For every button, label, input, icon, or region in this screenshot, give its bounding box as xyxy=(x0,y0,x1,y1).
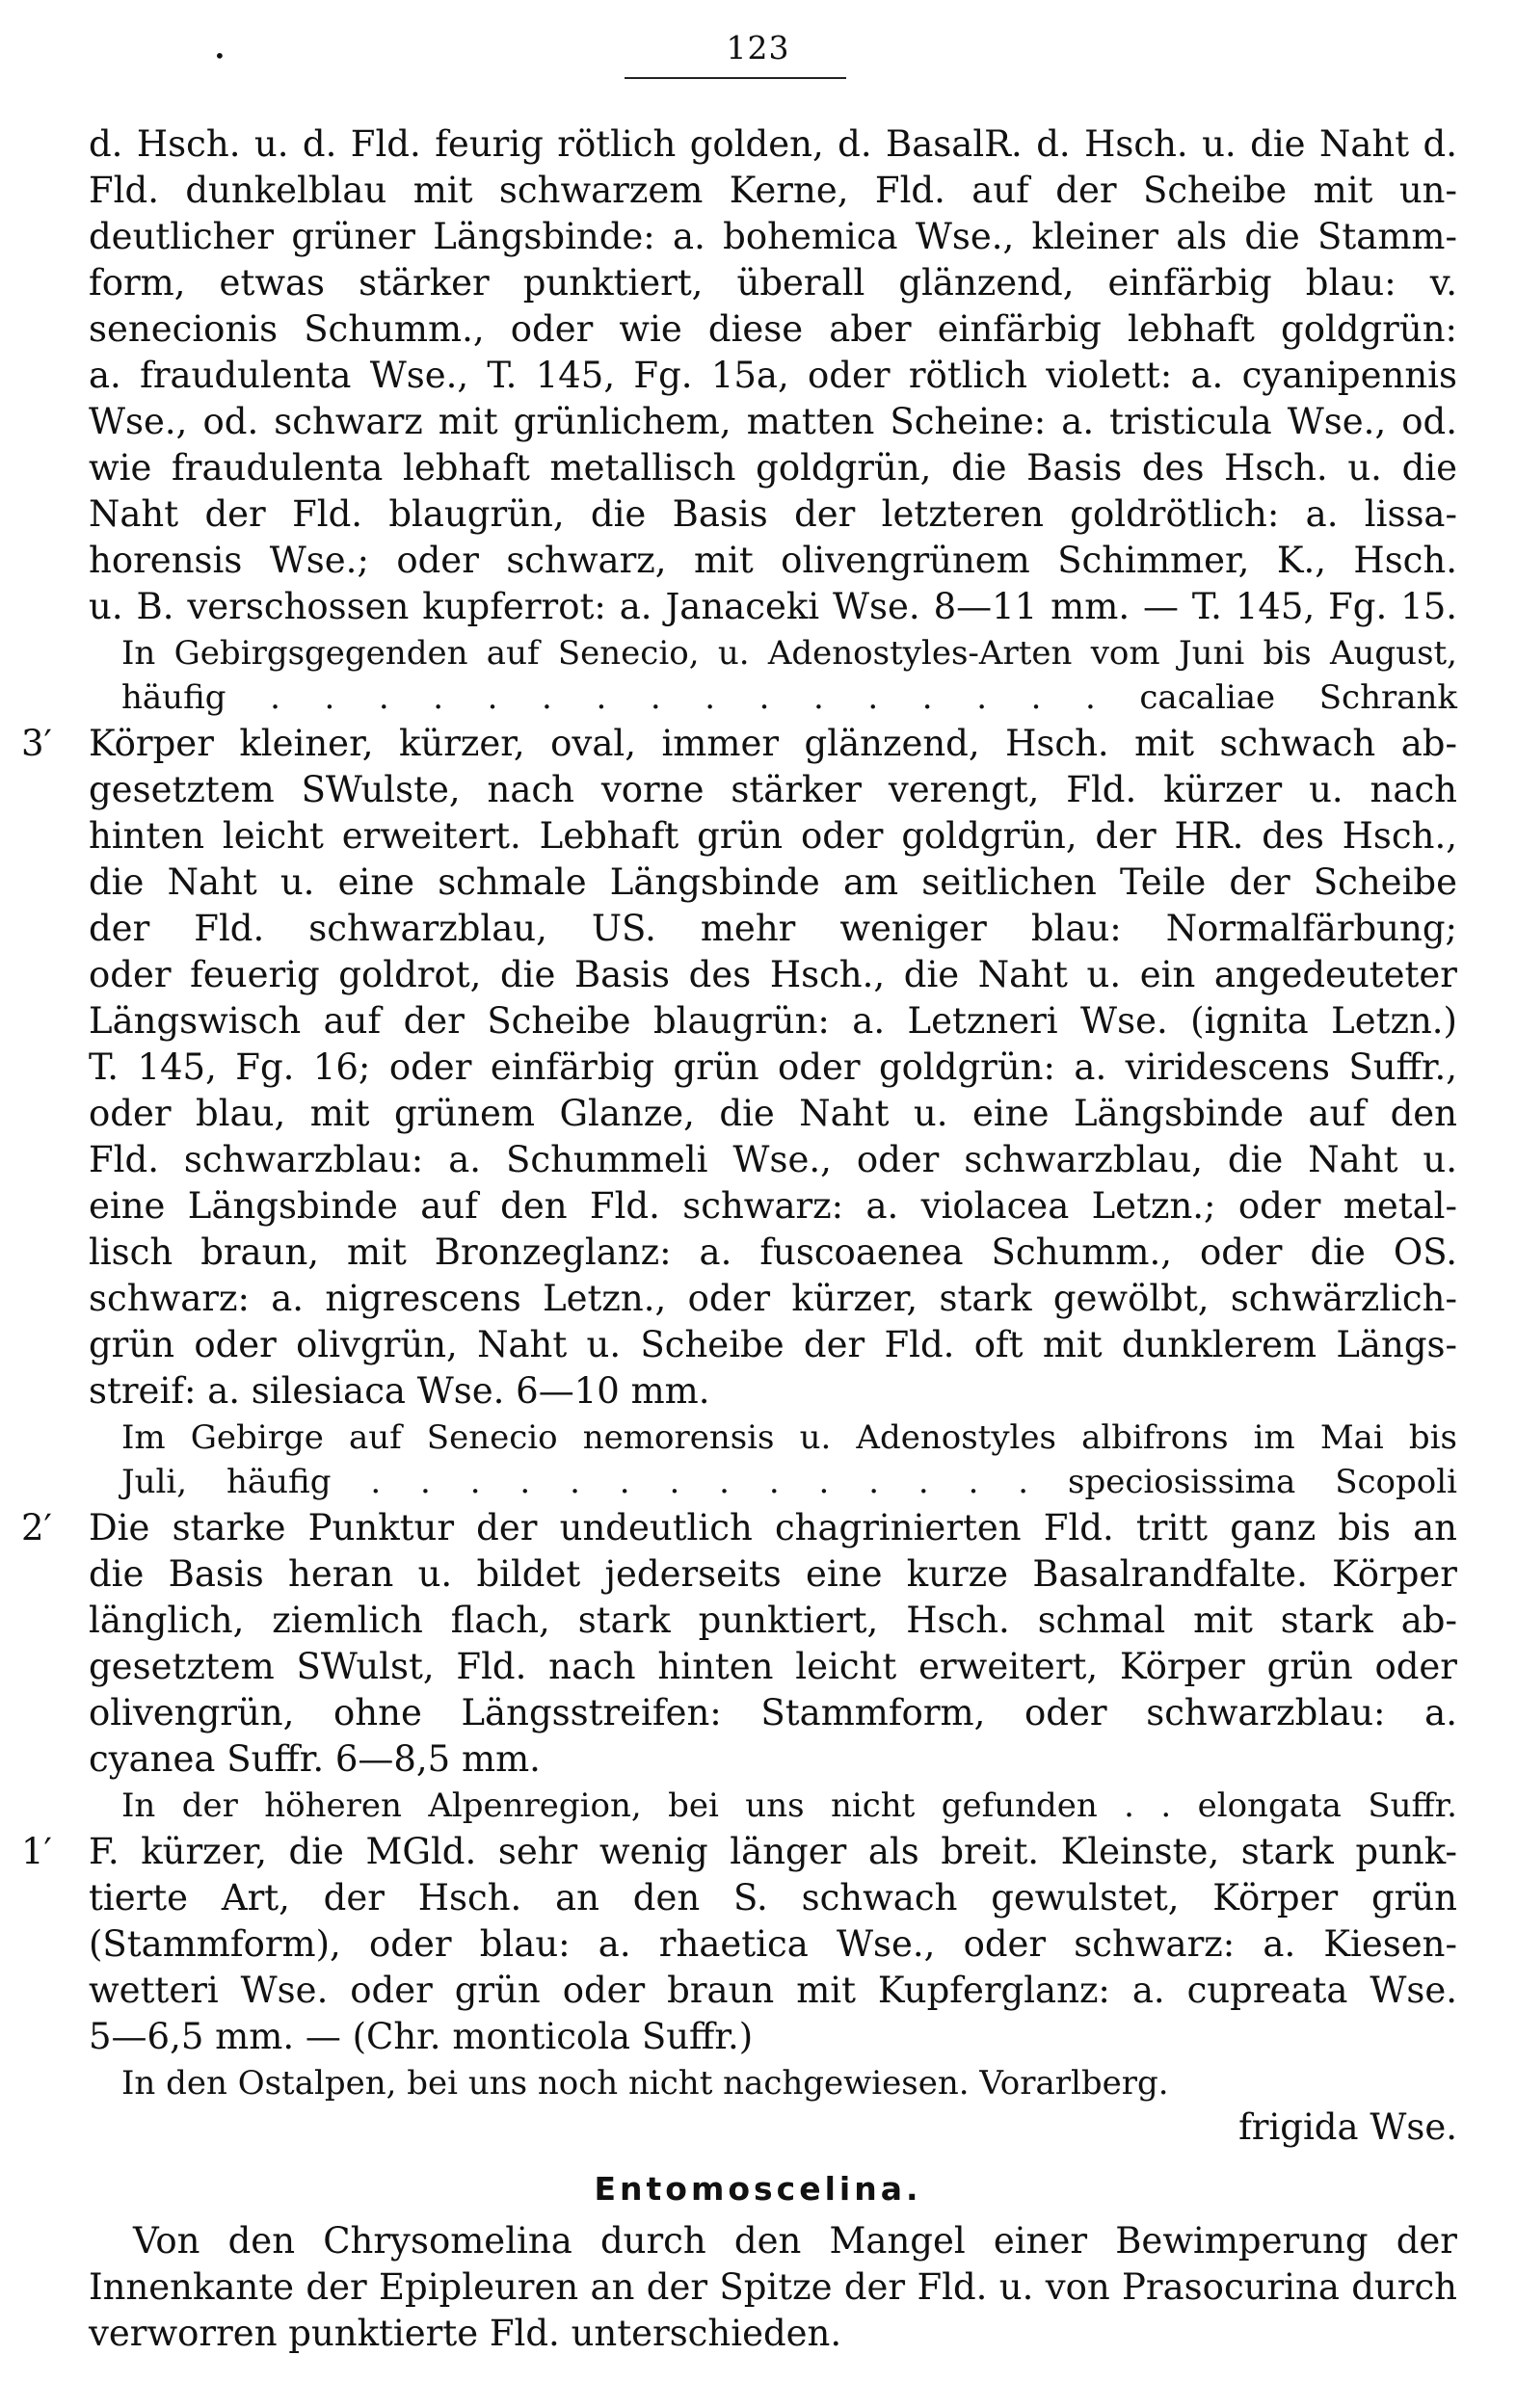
text-line: F. kürzer, die MGld. sehr wenig länger als breit. Kleinste, stark punk- xyxy=(89,1831,1457,1872)
text-line: der Fld. schwarzblau, US. mehr weniger blau: Normalfärbung; xyxy=(89,908,1457,949)
text-line: gesetztem SWulst, Fld. nach hinten leicht erweitert, Körper grün oder xyxy=(89,1646,1457,1687)
species-line-cacaliae: häufig . . . . . . . . . . . . . . . . cacaliae Schrank xyxy=(121,678,1457,717)
text-line: (Stammform), oder blau: a. rhaetica Wse., oder schwarz: a. Kiesen- xyxy=(89,1923,1457,1965)
text-line: Von den Chrysomelina durch den Mangel einer Bewimperung der xyxy=(133,2220,1457,2262)
text-line: eine Längsbinde auf den Fld. schwarz: a. violacea Letzn.; oder metal- xyxy=(89,1185,1457,1227)
text-line: T. 145, Fg. 16; oder einfärbig grün oder goldgrün: a. viridescens Suffr., xyxy=(89,1046,1457,1088)
text-line: verworren punktierte Fld. unterschieden. xyxy=(89,2313,842,2354)
key-marker: 2′ xyxy=(21,1507,52,1548)
text-line: olivengrün, ohne Längsstreifen: Stammform, oder schwarzblau: a. xyxy=(89,1692,1457,1733)
text-line: 5—6,5 mm. — (Chr. monticola Suffr.) xyxy=(89,2016,754,2057)
text-line: a. fraudulenta Wse., T. 145, Fg. 15a, oder rötlich violett: a. cyanipennis xyxy=(89,355,1457,396)
text-line: horensis Wse.; oder schwarz, mit olivengrünem Schimmer, K., Hsch. xyxy=(89,540,1457,581)
header-rule xyxy=(625,77,846,79)
text-line: lisch braun, mit Bronzeglanz: a. fuscoaenea Schumm., oder die OS. xyxy=(89,1231,1457,1273)
text-line: Wse., od. schwarz mit grünlichem, matten Scheine: a. tristicula Wse., od. xyxy=(89,401,1457,442)
text-line: u. B. verschossen kupferrot: a. Janaceki Wse. 8—11 mm. — T. 145, Fg. 15. xyxy=(89,586,1457,627)
key-marker: 1′ xyxy=(21,1831,52,1872)
text-line: form, etwas stärker punktiert, überall glänzend, einfärbig blau: v. xyxy=(89,262,1457,304)
text-line: Körper kleiner, kürzer, oval, immer glänzend, Hsch. mit schwach ab- xyxy=(89,723,1457,764)
text-line: oder feuerig goldrot, die Basis des Hsch., die Naht u. ein angedeuteter xyxy=(89,954,1457,995)
text-line: wie fraudulenta lebhaft metallisch goldgrün, die Basis des Hsch. u. die xyxy=(89,447,1457,489)
text-line: länglich, ziemlich flach, stark punktiert, Hsch. schmal mit stark ab- xyxy=(89,1600,1457,1641)
text-line: gesetztem SWulste, nach vorne stärker verengt, Fld. kürzer u. nach xyxy=(89,769,1457,810)
text-line: schwarz: a. nigrescens Letzn., oder kürzer, stark gewölbt, schwärzlich- xyxy=(89,1278,1457,1319)
text-line: oder blau, mit grünem Glanze, die Naht u. eine Längsbinde auf den xyxy=(89,1093,1457,1134)
text-line: Naht der Fld. blaugrün, die Basis der letzteren goldrötlich: a. lissa- xyxy=(89,493,1457,535)
species-line-speciosissima: Juli, häufig . . . . . . . . . . . . . . speciosissima Scopoli xyxy=(121,1463,1457,1501)
section-heading: Entomoscelina. xyxy=(594,2170,922,2208)
text-line: die Basis heran u. bildet jederseits eine kurze Basalrandfalte. Körper xyxy=(89,1553,1457,1595)
habitat-line: Im Gebirge auf Senecio nemorensis u. Adenostyles albifrons im Mai bis xyxy=(121,1418,1457,1457)
key-marker: 3′ xyxy=(21,723,52,764)
text-line: cyanea Suffr. 6—8,5 mm. xyxy=(89,1738,541,1780)
text-line: tierte Art, der Hsch. an den S. schwach gewulstet, Körper grün xyxy=(89,1877,1457,1918)
text-line: Fld. dunkelblau mit schwarzem Kerne, Fld. auf der Scheibe mit un- xyxy=(89,170,1457,211)
text-line: Innenkante der Epipleuren an der Spitze der Fld. u. von Prasocurina durch xyxy=(89,2266,1457,2308)
speck-mark: • xyxy=(214,44,226,67)
habitat-line: In Gebirgsgegenden auf Senecio, u. Adenostyles-Arten vom Juni bis August, xyxy=(121,634,1457,673)
text-line: hinten leicht erweitert. Lebhaft grün oder goldgrün, der HR. des Hsch., xyxy=(89,815,1457,857)
text-line: deutlicher grüner Längsbinde: a. bohemica Wse., kleiner als die Stamm- xyxy=(89,216,1457,257)
text-line: wetteri Wse. oder grün oder braun mit Kupferglanz: a. cupreata Wse. xyxy=(89,1970,1457,2011)
text-line: grün oder olivgrün, Naht u. Scheibe der Fld. oft mit dunklerem Längs- xyxy=(89,1324,1457,1365)
page-number: 123 xyxy=(726,29,790,66)
text-line: streif: a. silesiaca Wse. 6—10 mm. xyxy=(89,1370,710,1412)
text-line: Die starke Punktur der undeutlich chagrinierten Fld. tritt ganz bis an xyxy=(89,1507,1457,1548)
text-line: die Naht u. eine schmale Längsbinde am seitlichen Teile der Scheibe xyxy=(89,861,1457,903)
text-line: senecionis Schumm., oder wie diese aber einfärbig lebhaft goldgrün: xyxy=(89,308,1457,350)
text-line: d. Hsch. u. d. Fld. feurig rötlich golden, d. BasalR. d. Hsch. u. die Naht d. xyxy=(89,123,1457,165)
species-line-frigida: frigida Wse. xyxy=(1238,2106,1457,2148)
text-line: Fld. schwarzblau: a. Schummeli Wse., oder schwarzblau, die Naht u. xyxy=(89,1139,1457,1180)
habitat-line: In den Ostalpen, bei uns noch nicht nachgewiesen. Vorarlberg. xyxy=(121,2064,1169,2103)
text-line: Längswisch auf der Scheibe blaugrün: a. Letzneri Wse. (ignita Letzn.) xyxy=(89,1000,1457,1042)
species-line-elongata: In der höheren Alpenregion, bei uns nicht gefunden . . elongata Suffr. xyxy=(121,1786,1457,1825)
